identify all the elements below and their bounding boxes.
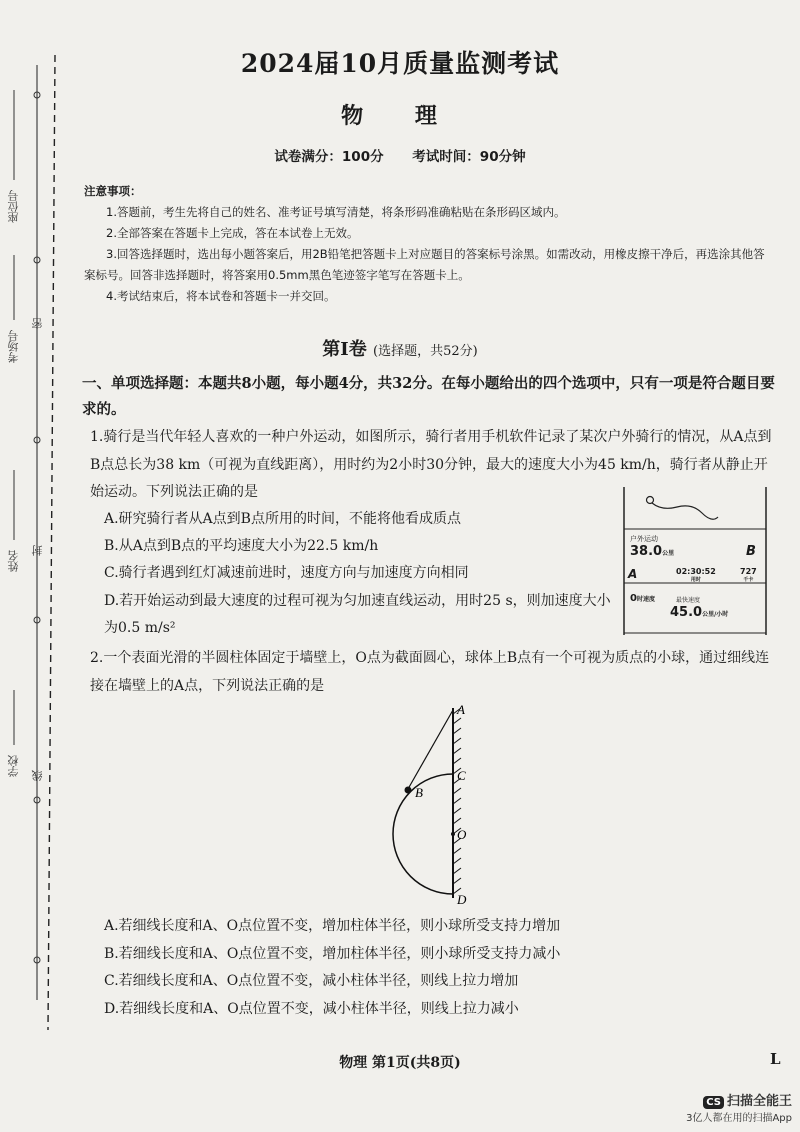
string-line (408, 710, 453, 789)
part-one-instructions: 一、单项选择题：本题共8小题，每小题4分，共32分。在每小题给出的四个选项中，只有一项是符合题目要求的。 (82, 375, 775, 418)
app-distance (630, 544, 674, 559)
q2-option-b: B.若细线长度和A、O点位置不变，增加柱体半径，则小球所受支持力减小 (104, 946, 561, 962)
ball-b (405, 787, 412, 794)
app-elevation-value: 0 (630, 593, 637, 604)
watermark-slogan: 3亿人都在用的扫描App (686, 1113, 792, 1124)
q2-option-a: A.若细线长度和A、O点位置不变，增加柱体半径，则小球所受支持力增加 (104, 918, 561, 934)
q2-option-c: C.若细线长度和A、O点位置不变，减小柱体半径，则线上拉力增加 (104, 973, 519, 989)
q2-option-d: D.若细线长度和A、O点位置不变，减小柱体半径，则线上拉力减小 (104, 1001, 519, 1017)
scanner-watermark (686, 1090, 792, 1124)
label-b: B (415, 785, 423, 800)
q1-option-b: B.从A点到B点的平均速度大小为22.5 km/h (104, 538, 379, 554)
margin-mi-mark: 密 (31, 318, 44, 329)
app-duration (676, 567, 716, 583)
camscanner-logo-icon: CS (703, 1096, 724, 1109)
margin-room-label: 考场号 (7, 330, 20, 363)
margin-name-label: 姓名 (7, 550, 20, 572)
app-elevation-label: 时速度 (636, 596, 655, 603)
app-max-speed-unit: 公里/小时 (702, 611, 729, 618)
notice-item: 4.考试结束后，将本试卷和答题卡一并交回。 (106, 289, 336, 303)
q1-option-a: A.研究骑行者从A点到B点所用的时间，不能将他看成质点 (104, 511, 461, 527)
app-distance-unit: 公里 (662, 550, 675, 557)
app-duration-value: 02:30:52 (676, 567, 716, 576)
app-outdoor-label: 户外运动 (630, 535, 658, 543)
version-mark: L (770, 1050, 781, 1068)
exam-time: 考试时间：90分钟 (412, 149, 526, 165)
notice-item: 3.回答选择题时，选出每小题答案后，用2B铅笔把答题卡上对应题目的答案标号涂黑。如需改动，用橡皮擦干净后，再选涂其他答案标号。回答非选择题时，将答案用0.5mm黑色笔迹签字笔写在答题卡上。 (84, 247, 765, 282)
section-note: (选择题，共52分) (373, 344, 478, 359)
app-max-speed-value: 45.0 (670, 605, 703, 620)
margin-feng-mark: 封 (31, 545, 44, 556)
app-duration-label: 用时 (690, 577, 701, 583)
exam-subject: 物 理 (341, 103, 459, 129)
section-name: 第Ⅰ卷 (322, 339, 367, 360)
question-1-stem: 1.骑行是当代年轻人喜欢的一种户外运动，如图所示，骑行者用手机软件记录了某次户外骑行的情况，从A点到B点总长为38 km（可视为直线距离），用时约为2小时30分钟，最大的速度大小为45 km/h，骑行者从静止开始运动。下列说法正确的是 (90, 429, 772, 500)
notice-block (84, 181, 774, 307)
q2-diagram (375, 700, 495, 910)
app-calories-value: 727 (740, 567, 757, 576)
app-max-speed (670, 605, 728, 620)
notice-item: 2.全部答案在答题卡上完成，答在本试卷上无效。 (106, 226, 359, 240)
app-calories (740, 567, 757, 583)
route-start-icon (647, 497, 654, 504)
label-d: D (457, 892, 467, 907)
full-score: 试卷满分：100分 (274, 149, 384, 165)
half-cylinder-arc (393, 774, 453, 894)
exam-title: 2024届10月质量监测考试 (240, 49, 560, 78)
question-2-stem: 2.一个表面光滑的半圆柱体固定于墙壁上，O点为截面圆心，球体上B点有一个可视为质点的小球，通过细线连接在墙壁上的A点，下列说法正确的是 (90, 650, 770, 694)
label-o: O (457, 827, 467, 842)
cycling-app-figure (622, 487, 768, 635)
margin-seat-label: 座位号 (7, 190, 20, 223)
exam-meta (0, 145, 800, 165)
app-elevation (630, 593, 655, 604)
label-a: A (457, 702, 465, 717)
page-footer: 物理 第1页(共8页) (339, 1055, 461, 1071)
q1-option-d: D.若开始运动到最大速度的过程可视为匀加速直线运动，用时25 s，则加速度大小为0.5 m/s² (104, 593, 611, 636)
section-title (0, 335, 800, 361)
notice-item: 1.答题前，考生先将自己的姓名、准考证号填写清楚，将条形码准确粘贴在条形码区域内。 (106, 205, 566, 219)
wall-hatching (453, 708, 461, 894)
app-point-a: A (628, 567, 638, 581)
app-max-speed-label: 最快速度 (676, 597, 701, 604)
q1-option-c: C.骑行者遇到红灯减速前进时，速度方向与加速度方向相同 (104, 565, 469, 581)
margin-xian-mark: 线 (31, 770, 44, 781)
route-path (652, 503, 718, 519)
margin-school-label: 学校 (7, 755, 20, 777)
notice-heading: 注意事项： (84, 184, 142, 198)
center-o (451, 832, 455, 836)
watermark-brand: 扫描全能王 (726, 1094, 792, 1109)
app-point-b: B (746, 544, 756, 559)
app-distance-value: 38.0 (630, 544, 663, 559)
label-c: C (457, 768, 466, 783)
app-calories-label: 千卡 (743, 577, 754, 583)
